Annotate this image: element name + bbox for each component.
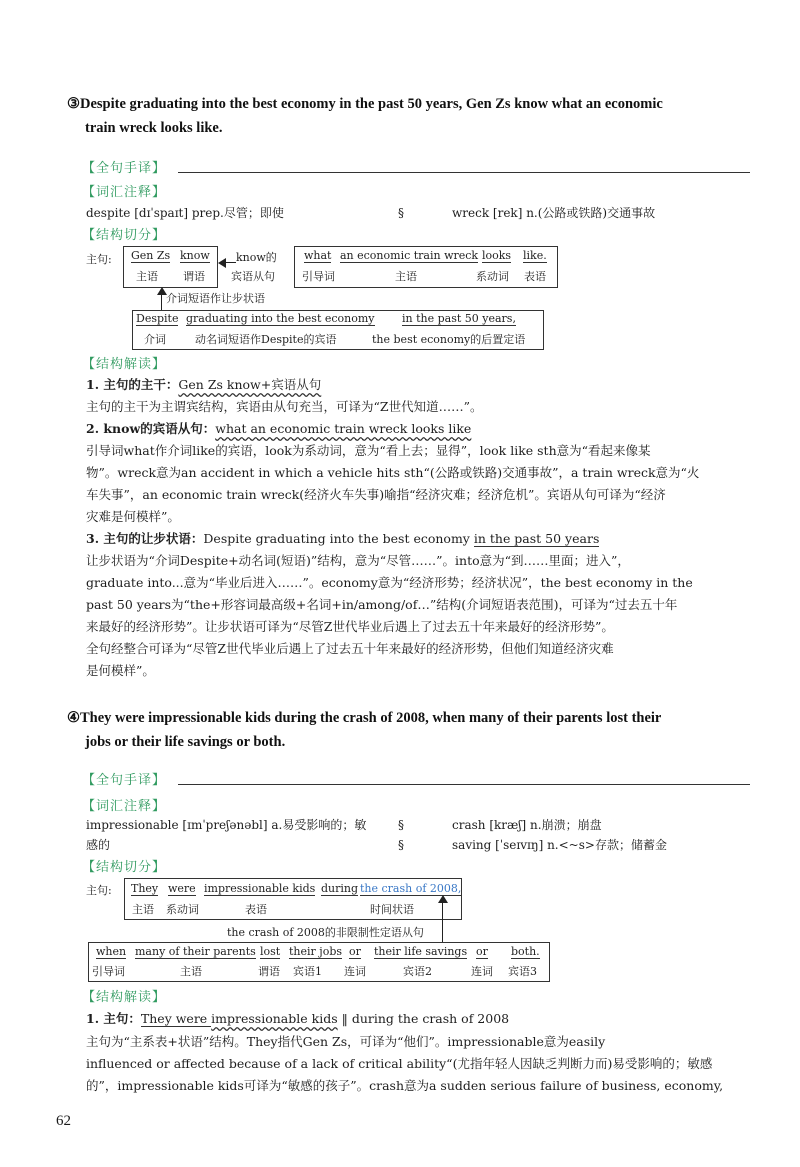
translation-write-line-4 — [178, 784, 750, 785]
label-linking-verb: 系动词 — [476, 270, 509, 283]
translation-write-line-3 — [178, 172, 750, 173]
label-connective: 引导词 — [302, 270, 335, 283]
word-or-1: or — [349, 945, 361, 958]
analysis-3-point-3-line-3: past 50 years为“the+形容词最高级+名词+in/among/of…”结构(介词短语表范围)，可译为“过去五十年 — [86, 597, 678, 612]
vocab-separator-icon-4b: § — [398, 838, 404, 852]
analysis-3-point-1-title: 1. 主句的主干：Gen Zs know+宾语从句 — [86, 377, 322, 392]
word-know: know — [180, 249, 210, 262]
page-number: 62 — [56, 1113, 71, 1129]
arrow-shaft — [224, 262, 236, 263]
analysis-3-point-3-title: 3. 主句的让步状语：Despite graduating into the best economy in the past 50 years — [86, 531, 600, 546]
up-arrow-shaft-4 — [442, 902, 443, 942]
sentence-3-line-2: train wreck looks like. — [85, 120, 223, 136]
vocab-impressionable: impressionable [ɪmˈpreʃənəbl] a.易受影响的；敏 — [86, 818, 367, 832]
vocab-heading-3: 【词汇注释】 — [82, 185, 167, 200]
label-gerund-phrase: 动名词短语作Despite的宾语 — [195, 333, 337, 346]
analysis-heading-4: 【结构解读】 — [82, 990, 167, 1005]
main-clause-label-3: 主句: — [86, 253, 112, 266]
analysis-3-point-3-line-2: graduate into...意为“毕业后进入……”。economy意为“经济形势；经济状况”，the best economy in the — [86, 575, 693, 590]
analysis-3-point-2-line-4: 灾难是何模样”。 — [86, 509, 180, 524]
vocab-heading-4: 【词汇注释】 — [82, 799, 167, 814]
label-preposition: 介词 — [144, 333, 166, 346]
vocab-impressionable-cont: 感的 — [86, 838, 111, 852]
label-clause-subject: 主语 — [395, 270, 417, 283]
word-economic-train-wreck: an economic train wreck — [340, 249, 479, 262]
analysis-3-point-1-body: 主句的主干为主谓宾结构，宾语由从句充当，可译为“Z世代知道……”。 — [86, 399, 483, 414]
label-predicative: 表语 — [524, 270, 546, 283]
word-many-parents: many of their parents — [135, 945, 256, 958]
up-arrow-icon-4 — [438, 895, 448, 903]
analysis-3-point-2-line-2: 物”。wreck意为an accident in which a vehicle hits sth“(公路或铁路)交通事故”，a train wreck意为“火 — [86, 465, 700, 480]
label-clause-subject-4: 主语 — [180, 965, 202, 978]
sentence-4-line-1: ④They were impressionable kids during the crash of 2008, when many of their parents lost their — [67, 710, 662, 726]
sentence-4-line-2: jobs or their life savings or both. — [85, 734, 286, 750]
word-were: were — [168, 882, 196, 895]
label-subject-4: 主语 — [132, 903, 154, 916]
vocab-saving: saving [ˈseɪvɪŋ] n.<~s>存款；储蓄金 — [452, 838, 667, 852]
label-subject: 主语 — [136, 270, 158, 283]
word-both: both. — [511, 945, 540, 958]
up-arrow-shaft — [161, 294, 162, 310]
label-object-3: 宾语3 — [508, 965, 537, 978]
analysis-3-point-2-line-3: 车失事”，an economic train wreck(经济火车失事)喻指“经济灾难；经济危机”。宾语从句可译为“经济 — [86, 487, 666, 502]
word-they: They — [131, 882, 159, 895]
word-despite: Despite — [136, 312, 179, 325]
label-time-adverbial: 时间状语 — [370, 903, 414, 916]
word-what: what — [304, 249, 332, 262]
summary-3-line-1: 全句经整合可译为“尽管Z世代毕业后遇上了过去五十年来最好的经济形势，但他们知道经济灾难 — [86, 641, 614, 656]
vocab-wreck: wreck [rek] n.(公路或铁路)交通事故 — [452, 206, 656, 220]
analysis-4-point-1-line-2: influenced or affected because of a lack of critical ability“(尤指年轻人因缺乏判断力而)易受影响的；敏感 — [86, 1056, 713, 1071]
full-translation-heading-4: 【全句手译】 — [82, 773, 167, 788]
analysis-3-point-2-title: 2. know的宾语从句：what an economic train wreck looks like — [86, 421, 472, 436]
word-in-the-past: in the past 50 years, — [402, 312, 516, 325]
label-object-2: 宾语2 — [403, 965, 432, 978]
main-clause-label-4: 主句: — [86, 884, 112, 897]
analysis-3-point-3-line-1: 让步状语为“介词Despite+动名词(短语)”结构，意为“尽管……”。into意为“到……里面；进入”， — [86, 553, 630, 568]
label-conjunction-1: 连词 — [344, 965, 366, 978]
concession-label: 介词短语作让步状语 — [166, 292, 265, 305]
analysis-3-point-3-line-4: 来最好的经济形势”。让步状语可译为“尽管Z世代毕业后遇上了过去五十年来最好的经济形势”。 — [86, 619, 614, 634]
arrow-label-top: know的 — [236, 251, 277, 264]
arrow-label-bottom: 宾语从句 — [231, 270, 275, 283]
summary-3-line-2: 是何模样”。 — [86, 663, 155, 678]
full-translation-heading-3: 【全句手译】 — [82, 161, 167, 176]
word-or-2: or — [476, 945, 488, 958]
word-gen-zs: Gen Zs — [131, 249, 171, 262]
label-predicate-4: 谓语 — [258, 965, 280, 978]
analysis-heading-3: 【结构解读】 — [82, 357, 167, 372]
analysis-3-point-2-line-1: 引导词what作介词like的宾语，look为系动词，意为“看上去；显得”，look like sth意为“看起来像某 — [86, 443, 651, 458]
label-linking-verb-4: 系动词 — [166, 903, 199, 916]
analysis-4-point-1-line-1: 主句为“主系表+状语”结构。They指代Gen Zs，可译为“他们”。impressionable意为easily — [86, 1034, 606, 1049]
analysis-4-point-1-title: 1. 主句：They were impressionable kids ‖ during the crash of 2008 — [86, 1011, 510, 1026]
word-graduating-phrase: graduating into the best economy — [186, 312, 375, 325]
label-predicative-4: 表语 — [245, 903, 267, 916]
vocab-crash: crash [kræʃ] n.崩溃；崩盘 — [452, 818, 602, 832]
word-during: during — [321, 882, 359, 895]
label-connective-4: 引导词 — [92, 965, 125, 978]
vocab-separator-icon: § — [398, 206, 404, 220]
word-when: when — [96, 945, 127, 958]
vocab-separator-icon-4a: § — [398, 818, 404, 832]
non-restrictive-label: the crash of 2008的非限制性定语从句 — [227, 926, 424, 939]
label-post-modifier: the best economy的后置定语 — [372, 333, 526, 346]
sentence-3-line-1: ③Despite graduating into the best economy in the past 50 years, Gen Zs know what an economic — [67, 96, 663, 112]
word-impressionable-kids: impressionable kids — [204, 882, 316, 895]
word-like: like. — [523, 249, 547, 262]
label-object-1: 宾语1 — [293, 965, 322, 978]
structure-heading-3: 【结构切分】 — [82, 228, 167, 243]
vocab-despite: despite [dɪˈspaɪt] prep.尽管；即使 — [86, 206, 284, 220]
word-lost: lost — [260, 945, 281, 958]
analysis-4-point-1-line-3: 的”，impressionable kids可译为“敏感的孩子”。crash意为a sudden serious failure of business, economy, — [86, 1078, 724, 1093]
label-conjunction-2: 连词 — [471, 965, 493, 978]
structure-heading-4: 【结构切分】 — [82, 860, 167, 875]
word-crash-of-2008: the crash of 2008, — [360, 882, 462, 895]
word-looks: looks — [482, 249, 512, 262]
word-their-jobs: their jobs — [289, 945, 343, 958]
word-life-savings: their life savings — [374, 945, 468, 958]
left-arrow-icon — [218, 258, 226, 268]
label-predicate: 谓语 — [183, 270, 205, 283]
